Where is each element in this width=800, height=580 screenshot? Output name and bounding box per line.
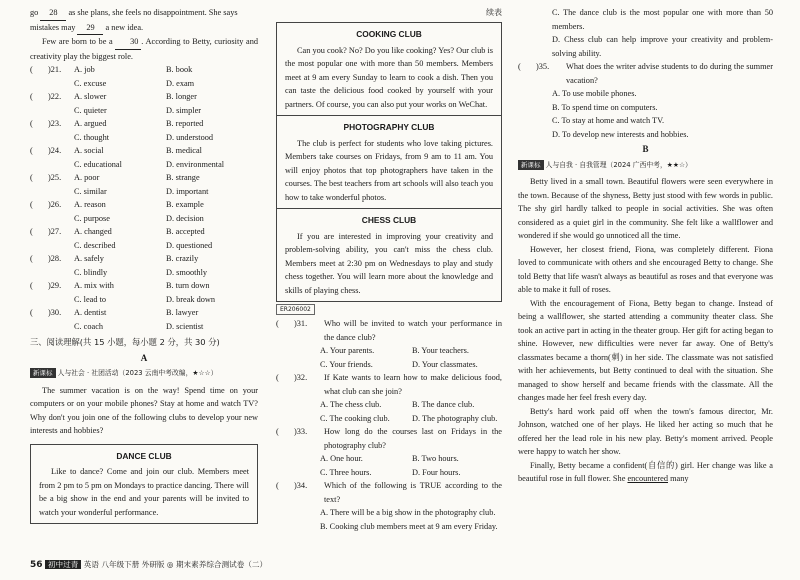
clubs-table	[276, 22, 502, 116]
passage-b-tag: 新课标 人与自我 · 自我管理（2024 广西中考，★★☆）	[518, 159, 773, 173]
section-b-label: B	[642, 144, 649, 154]
question-34: ( )34. Which of the following is TRUE according to the text? A. There will be a big show in the photography club. B. Cooking club members meet at 9 am every Friday.	[276, 481, 502, 531]
cloze-question: ( )21. A. job B. book C. excuse D. exam	[30, 65, 195, 88]
cloze-question: ( )29. A. mix with B. turn down C. lead to D. break down	[30, 281, 216, 304]
dance-club-title: DANCE CLUB	[116, 450, 172, 461]
passage-b-para-2: However, her closest friend, Fiona, was completely different. Fiona loved to communicate with others and she encouraged Betty to change. She told Betty that life wasn't always as beautiful as roses and that everyone was able to make it full of roses.	[518, 244, 773, 294]
passage-b-para-1: Betty lived in a small town. Beautiful flowers were seen everywhere in the town. Because of the shyness, Betty just stood with few words in public. The shy girl hardly talked to people in social activities. She was often considered as a quiet girl in the community. She felt like a wallflower and wondered if she would go unnoticed all the time.	[518, 177, 773, 240]
middle-column	[276, 6, 502, 580]
passage-b-para-3: With the encouragement of Fiona, Betty began to change. Instead of being a wallflower, she started attending a community theater class. She took an active part in acting in the theater group. Her gift for acting began to shine. However, new difficulties were never far away. One of Betty's classmates became a thorn(刺) in her side. The classmate was not satisfied with her achievements, but Betty continued to deal with the situation. She managed to show herself and became friends with the classmate. All the changes made her feel fresh every day.	[518, 298, 773, 402]
passage-a-intro: The summer vacation is on the way! Spend time on your computers or on your mobile phones? Stay at home and watch TV? Why don't you join one of the following clubs to develop your new interests and hobbies?	[30, 385, 258, 435]
q34-option-d: D. Chess club can help improve your creativity and problem-solving ability.	[552, 35, 773, 58]
new-standard-badge: 新课标	[30, 368, 56, 378]
cloze-question: ( )25. A. poor B. strange C. similar D. important	[30, 173, 209, 196]
resource-code: ER206002	[276, 304, 315, 315]
cooking-club-text: Can you cook? No? Do you like cooking? Yes? Our club is the most popular one with more than 50 members. Members meet at 9 am every Sunday to learn to cook a dish. Then you can taste the delicious food cooked by yourself with your partners. Of course, you can also put your works on WeChat.	[285, 45, 493, 109]
blank-28: 28	[40, 6, 66, 21]
dance-club-text: Like to dance? Come and join our club. Members meet from 2 pm to 5 pm on Mondays to practice dancing. There will be a big show in the end and your parents will be invited to watch your wonderful performance.	[39, 467, 249, 517]
cloze-question: ( )23. A. argued B. reported C. thought D. understood	[30, 119, 214, 142]
page-footer	[30, 559, 267, 570]
section-a-label: A	[140, 352, 148, 363]
cloze-question: ( )27. A. changed B. accepted C. described D. questioned	[30, 227, 213, 250]
passage-b-para-4: Betty's hard work paid off when the town's famous director, Mr. Johnson, watched one of her plays. He liked her acting so much that he offered her the lead role in his new play. Betty's moment arrived. People were happy to watch her show.	[518, 406, 773, 456]
cloze-question: ( )28. A. safely B. crazily C. blindly D. smoothly	[30, 254, 208, 277]
photography-club-title: PHOTOGRAPHY CLUB	[343, 122, 435, 132]
right-column	[518, 6, 773, 580]
passage-b-para-5: Finally, Betty became a confident(自信的) girl. Her change was like a beautiful rose in full flower. She encountered many	[518, 460, 773, 483]
intro-line-2: mistakes may 29 a new idea.	[30, 21, 258, 36]
question-32: ( )32. If Kate wants to learn how to make delicious food, what club can she join? A. The chess club. B. The dance club. C. The cooking club. D. The photography club.	[276, 373, 502, 423]
photography-club-box	[276, 116, 502, 209]
section-title: 三、阅读理解(共 15 小题，每小题 2 分，共 30 分)	[30, 337, 220, 347]
intro-line-1: go 28 as she plans, she feels no disappointment. She says	[30, 6, 258, 21]
cloze-question: ( )26. A. reason B. example C. purpose D. decision	[30, 200, 204, 223]
chess-club-box	[276, 209, 502, 302]
cloze-question: ( )22. A. slower B. longer C. quieter D. simpler	[30, 92, 202, 115]
blank-30: 30	[115, 35, 141, 50]
question-31: ( )31. Who will be invited to watch your performance in the dance club? A. Your parents. B. Your teachers. C. Your friends. D. Your classmates.	[276, 319, 502, 369]
dance-club-box	[30, 444, 258, 525]
chess-club-text: If you are interested in improving your creativity and problem-solving ability, you can't miss the chess club. Members meet at 2:30 pm on Wednesdays to play and study chess together. You will learn more about the knowledge and skills of playing chess.	[285, 231, 493, 295]
underlined-word: encountered	[627, 474, 668, 483]
new-standard-badge: 新课标	[518, 160, 544, 170]
question-35: ( )35. What does the writer advise students to do during the summer vacation? A. To use mobile phones. B. To spend time on computers. C. To stay at home and watch TV. D. To develop new interests and hobbies.	[518, 62, 773, 139]
photography-club-text: The club is perfect for students who love taking pictures. Members take courses on Fridays, from 9 am to 11 am. You will enjoy photos that top photographers have taken in the courses. The best teachers from art schools will also teach you how to take wonderful photos.	[285, 138, 493, 202]
paragraph-2: Few are born to be a 30 . According to Betty, curiosity and creativity play the biggest role.	[30, 37, 258, 61]
page-number: 56	[30, 560, 43, 570]
cooking-club-title: COOKING CLUB	[356, 29, 422, 39]
cloze-question: ( )24. A. social B. medical C. educational D. environmental	[30, 146, 225, 169]
footer-info: 英语 八年级下册 外研版 ◎ 期末素养综合测试卷（二）	[83, 560, 268, 569]
q34-option-c: C. The dance club is the most popular one with more than 50 members.	[552, 8, 773, 31]
cloze-question-list	[30, 63, 258, 333]
cloze-question: ( )30. A. dentist B. lawyer C. coach D. scientist	[30, 308, 204, 331]
brand-label: 初中过青	[45, 560, 81, 569]
left-column	[30, 6, 258, 580]
chess-club-title: CHESS CLUB	[361, 215, 417, 225]
continued-label: 续表	[486, 8, 502, 17]
question-33: ( )33. How long do the courses last on Fridays in the photography club? A. One hour. B. Two hours. C. Three hours. D. Four hours.	[276, 427, 502, 477]
blank-29: 29	[77, 21, 103, 36]
passage-a-tag: 新课标 人与社会 · 社团活动（2023 云南中考改编，★☆☆）	[30, 367, 258, 381]
